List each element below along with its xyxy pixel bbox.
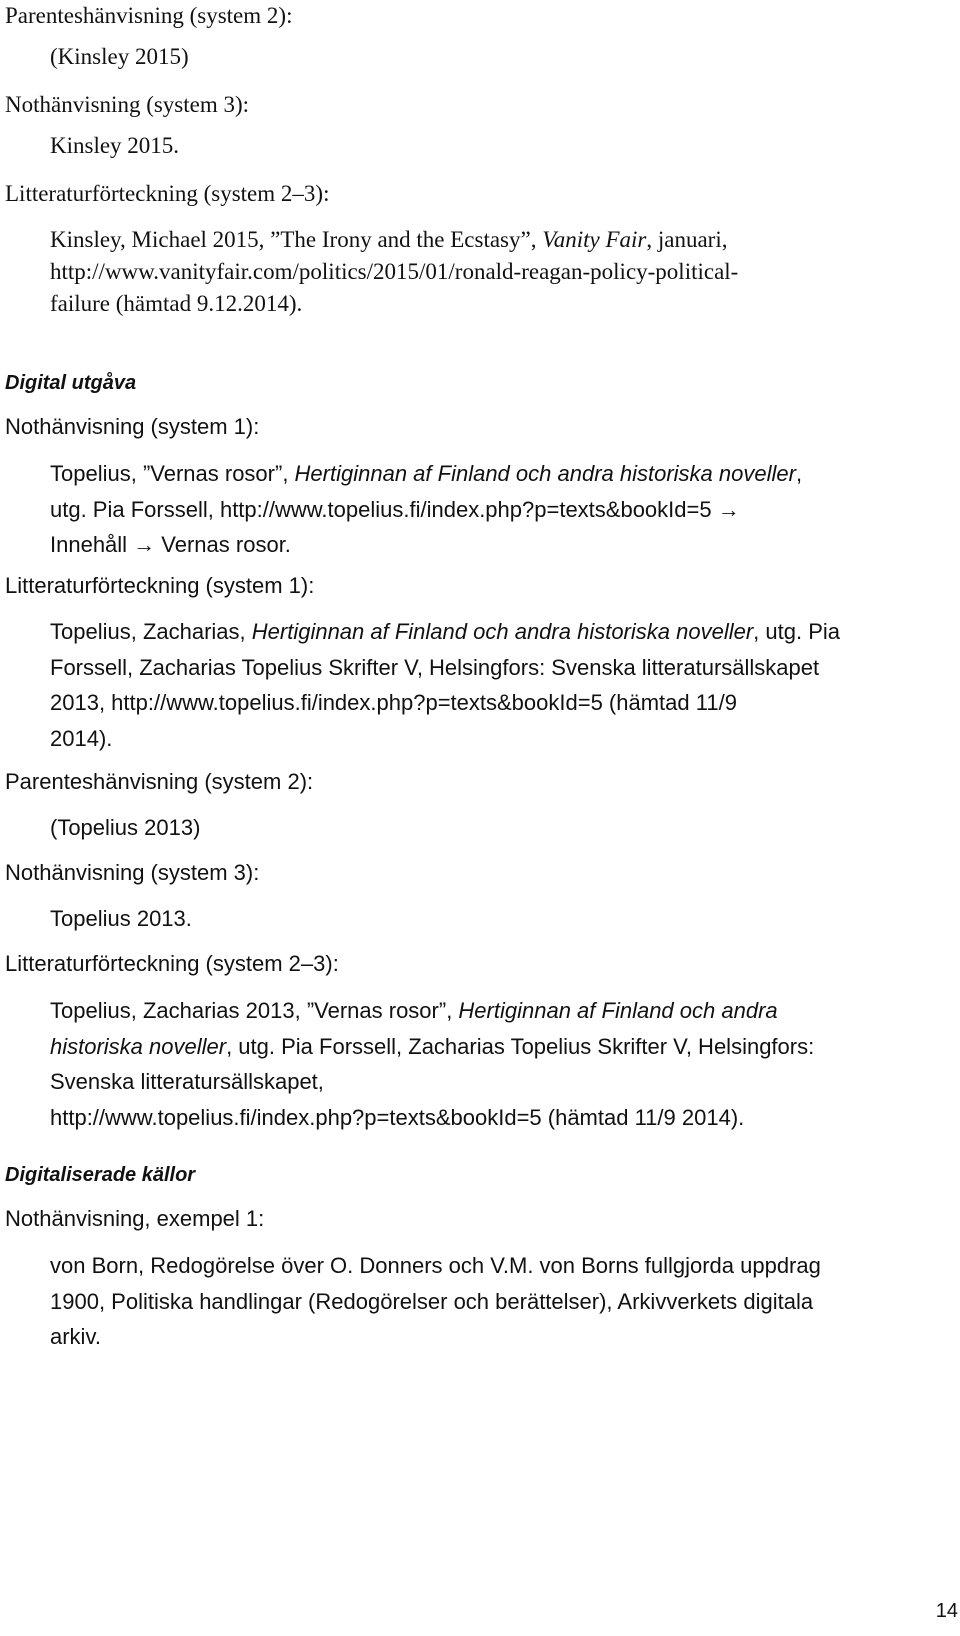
bibliography-entry [50,993,910,1135]
label-bibliography-system-2-3: Litteraturförteckning (system 2–3): [5,181,330,206]
entry-line: http://www.topelius.fi/index.php?p=texts&bookId=5 (hämtad 11/9 2014). [50,1104,745,1130]
example-line: (Topelius 2013) [50,815,201,840]
entry-line: historiska noveller, utg. Pia Forssell, Zacharias Topelius Skrifter V, Helsingfors: [50,1033,815,1059]
entry-line: Topelius, ”Vernas rosor”, Hertiginnan af Finland och andra historiska noveller, [50,461,803,486]
example-parenthetical [50,810,910,846]
example-note [50,901,910,937]
example-note [50,130,910,162]
example-line: Kinsley 2015. [50,133,180,158]
example-line: (Kinsley 2015) [50,44,189,69]
entry-line: Innehåll → Vernas rosor. [50,532,291,557]
label-note-system-1: Nothänvisning (system 1): [5,414,260,439]
entry-line: 1900, Politiska handlingar (Redogörelser och berättelser), Arkivverkets digitala [50,1288,814,1314]
entry-line: Forssell, Zacharias Topelius Skrifter V, Helsingfors: Svenska litteratursällskapet [50,654,820,680]
entry-line: Kinsley, Michael 2015, ”The Irony and the Ecstasy”, Vanity Fair, januari, [50,227,728,252]
entry-line: von Born, Redogörelse över O. Donners och V.M. von Borns fullgjorda uppdrag [50,1253,821,1278]
entry-line: utg. Pia Forssell, http://www.topelius.fi/index.php?p=texts&bookId=5 → [50,496,740,522]
bibliography-entry [50,224,910,320]
label-bibliography-system-1: Litteraturförteckning (system 1): [5,573,315,598]
entry-line: Topelius, Zacharias, Hertiginnan af Finland och andra historiska noveller, utg. Pia [50,619,841,644]
entry-line: Topelius, Zacharias 2013, ”Vernas rosor”, Hertiginnan af Finland och andra [50,998,778,1023]
note-entry [50,456,910,563]
entry-line: 2013, http://www.topelius.fi/index.php?p=texts&bookId=5 (hämtad 11/9 [50,690,737,715]
label-parenthetical-system-2: Parenteshänvisning (system 2): [5,769,314,794]
entry-line: failure (hämtad 9.12.2014). [50,291,303,316]
label-note-system-3: Nothänvisning (system 3): [5,92,250,117]
entry-line: arkiv. [50,1324,101,1349]
page-number: 14 [935,1600,958,1622]
note-entry [50,1248,910,1355]
section-heading-digitized-sources: Digitaliserade källor [5,1164,196,1186]
example-parenthetical [50,41,910,73]
label-parenthetical-system-2: Parenteshänvisning (system 2): [5,3,293,28]
label-bibliography-system-2-3: Litteraturförteckning (system 2–3): [5,951,339,976]
label-note-system-3: Nothänvisning (system 3): [5,860,260,885]
entry-line: 2014). [50,725,113,751]
label-note-example-1: Nothänvisning, exempel 1: [5,1206,265,1231]
entry-line: http://www.vanityfair.com/politics/2015/01/ronald-reagan-policy-political- [50,259,739,284]
example-line: Topelius 2013. [50,906,192,931]
section-heading-digital-edition: Digital utgåva [5,372,137,394]
bibliography-entry [50,614,910,756]
entry-line: Svenska litteratursällskapet, [50,1069,324,1094]
